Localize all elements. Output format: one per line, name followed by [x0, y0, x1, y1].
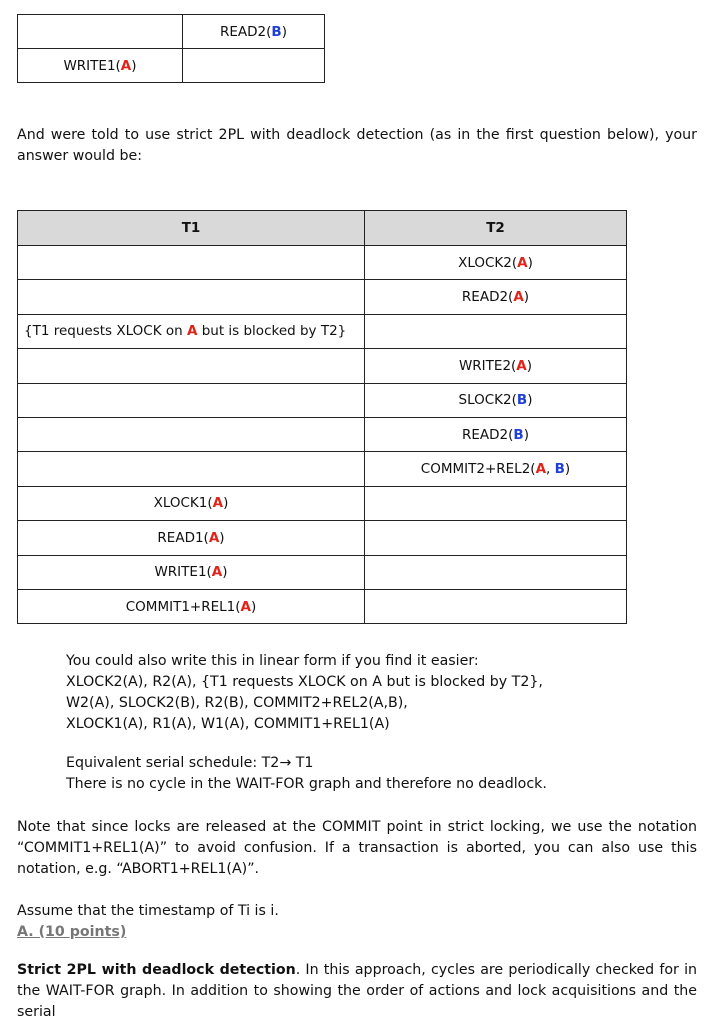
cell-text: READ2(: [462, 426, 514, 443]
notation-note-paragraph: Note that since locks are released at the COMMIT point in strict locking, we use the notation “COMMIT1+REL1(A)” to avoid confusion. If a transaction is aborted, you can also use this notation, e.g. “ABORT1+REL1(A)”.: [17, 819, 697, 877]
table-row: [18, 349, 627, 383]
table-row: [18, 383, 627, 417]
t1-cell: [18, 246, 365, 280]
table-row: [18, 314, 627, 348]
data-item-label: A: [240, 598, 251, 615]
t1-cell: [18, 314, 365, 348]
data-item-label: A: [513, 289, 524, 306]
table-row: [18, 589, 627, 623]
cell-text: READ1(: [157, 529, 209, 546]
t1-cell: [18, 521, 365, 555]
cell-text: ): [281, 23, 287, 40]
column-header-t2: T2: [365, 211, 627, 246]
cell-text: ): [219, 529, 225, 546]
linear-form-block: [66, 651, 666, 735]
t2-cell: [365, 589, 627, 623]
intro-paragraph: And were told to use strict 2PL with deadlock detection (as in the first question below), your answer would be:: [17, 127, 697, 164]
table-cell: [183, 15, 325, 49]
cell-text: ): [250, 598, 257, 615]
t2-cell: [365, 280, 627, 314]
table-row: [18, 15, 325, 49]
table-row: [18, 280, 627, 314]
cell-text: ): [131, 57, 137, 74]
cell-text: ): [527, 392, 533, 409]
linear-line: W2(A), SLOCK2(B), R2(B), COMMIT2+REL2(A,B),: [66, 695, 408, 711]
cell-text: READ2(: [220, 23, 272, 40]
timestamp-assumption: Assume that the timestamp of Ti is i.: [17, 903, 279, 919]
data-item-label: B: [513, 426, 524, 443]
data-item-label: A: [120, 57, 132, 74]
data-item-label: A: [208, 529, 220, 546]
cell-text: COMMIT2+REL2(: [420, 461, 536, 478]
cell-text: ): [526, 357, 533, 374]
data-item-label: A: [535, 461, 547, 478]
table-row: [18, 486, 627, 520]
t1-cell: [18, 417, 365, 451]
strict-2pl-term: Strict 2PL with deadlock detection: [17, 962, 296, 978]
data-item-label: A: [516, 357, 527, 374]
table-header-row: [18, 211, 627, 246]
t1-cell: [18, 486, 365, 520]
t2-cell: [365, 417, 627, 451]
t2-cell: [365, 521, 627, 555]
t2-cell: [365, 486, 627, 520]
cell-text: {T1 requests XLOCK on: [24, 323, 187, 340]
data-item-label: A: [517, 254, 528, 271]
data-item-label: B: [554, 461, 565, 478]
serial-schedule-block: [66, 753, 666, 795]
t2-cell: [365, 555, 627, 589]
t2-cell: [365, 452, 627, 486]
paragraph-text: . In this approach, cycles are periodically checked for in the WAIT-FOR graph. In addition to showing the order of actions and lock acquisitions and the serial: [17, 962, 697, 1020]
data-item-label: B: [516, 392, 528, 409]
t1-cell: [18, 555, 365, 589]
cell-text: XLOCK1(: [153, 495, 213, 512]
cell-text: WRITE1(: [154, 564, 212, 581]
t2-cell: [365, 349, 627, 383]
t2-cell: [365, 383, 627, 417]
section-heading-points: A. (10 points): [17, 924, 127, 940]
data-item-label: B: [271, 23, 282, 40]
deadlock-conclusion-line: There is no cycle in the WAIT-FOR graph and therefore no deadlock.: [66, 776, 547, 792]
cell-text: but is blocked by T2}: [197, 323, 347, 340]
cell-text: READ2(: [461, 289, 514, 306]
table-cell: [18, 15, 183, 49]
data-item-label: A: [186, 323, 198, 340]
schedule-table: [17, 210, 627, 624]
cell-text: SLOCK2(: [458, 392, 517, 409]
cell-text: WRITE2(: [458, 357, 517, 374]
t2-cell: [365, 246, 627, 280]
table-row: [18, 49, 325, 83]
top-schedule-table: [17, 14, 325, 83]
cell-text: COMMIT1+REL1(: [125, 598, 241, 615]
cell-text: WRITE1(: [63, 57, 121, 74]
cell-text: ,: [546, 461, 555, 478]
table-row: [18, 246, 627, 280]
linear-line: XLOCK1(A), R1(A), W1(A), COMMIT1+REL1(A): [66, 716, 390, 732]
t1-cell: [18, 280, 365, 314]
cell-text: ): [523, 289, 530, 306]
linear-line: XLOCK2(A), R2(A), {T1 requests XLOCK on A but is blocked by T2},: [66, 674, 543, 690]
table-row: [18, 417, 627, 451]
t1-cell: [18, 383, 365, 417]
data-item-label: A: [212, 495, 224, 512]
t2-cell: [365, 314, 627, 348]
table-row: [18, 452, 627, 486]
t1-cell: [18, 589, 365, 623]
table-row: [18, 521, 627, 555]
table-row: [18, 555, 627, 589]
t1-cell: [18, 349, 365, 383]
linear-line: You could also write this in linear form if you find it easier:: [66, 653, 479, 669]
serial-schedule-line: Equivalent serial schedule: T2→ T1: [66, 755, 314, 771]
cell-text: XLOCK2(: [458, 254, 518, 271]
cell-text: ): [523, 426, 529, 443]
data-item-label: A: [211, 564, 223, 581]
cell-text: ): [222, 564, 228, 581]
t1-cell: [18, 452, 365, 486]
table-cell: [183, 49, 325, 83]
table-cell: [18, 49, 183, 83]
cell-text: ): [223, 495, 229, 512]
strict-2pl-paragraph: [17, 960, 697, 1023]
column-header-t1: T1: [18, 211, 365, 246]
cell-text: ): [527, 254, 533, 271]
cell-text: ): [564, 461, 571, 478]
